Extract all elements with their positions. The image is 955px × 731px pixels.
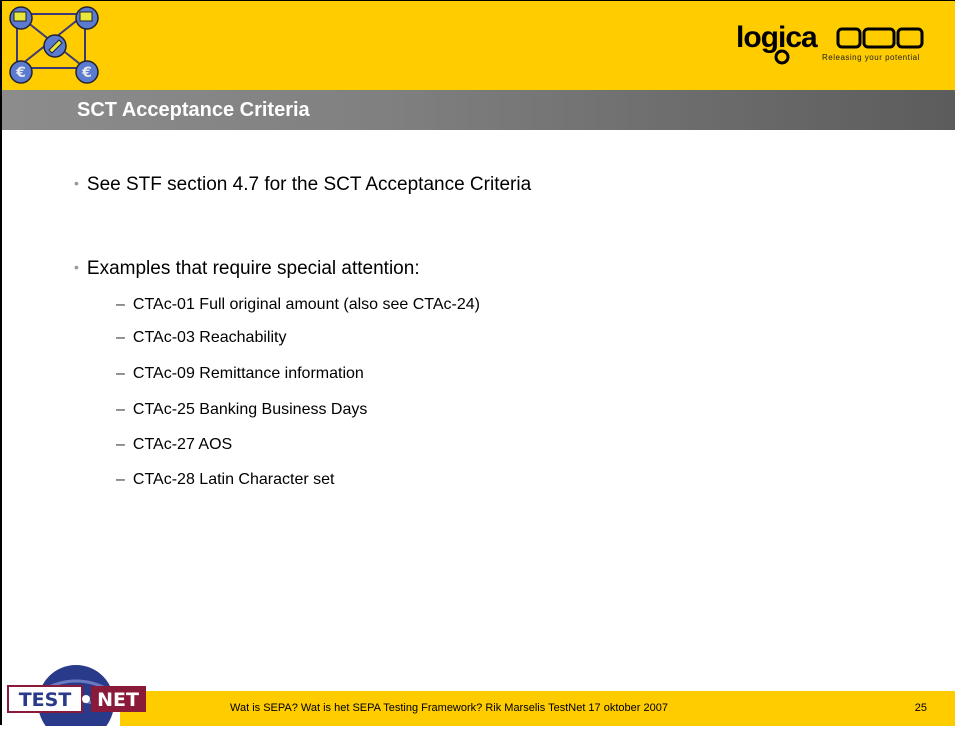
svg-text:logica: logica [736, 21, 817, 54]
page-number: 25 [914, 702, 927, 714]
slide-content [2, 130, 955, 690]
sub-bullet-item: – CTAc-03 Reachability [116, 329, 287, 346]
testnet-logo [6, 661, 156, 726]
svg-text:NET: NET [97, 689, 139, 711]
sub-bullet-item: – CTAc-01 Full original amount (also see CTAc-24) [116, 296, 480, 313]
sub-bullet-item: – CTAc-27 AOS [116, 436, 233, 453]
sub-bullet-item: – CTAc-28 Latin Character set [116, 471, 335, 488]
sub-bullet-item: – CTAc-09 Remittance information [116, 365, 364, 382]
bullet-dot-icon: • [74, 175, 79, 191]
dash-icon: – [116, 296, 125, 313]
logicacmg-logo [736, 19, 936, 72]
dash-icon: – [116, 471, 125, 488]
svg-text:€: € [16, 65, 26, 81]
sub-bullet-item: – CTAc-25 Banking Business Days [116, 401, 368, 418]
bullet-item: • Examples that require special attention: [74, 258, 420, 279]
bullet-item: • See STF section 4.7 for the SCT Acceptance Criteria [74, 174, 532, 195]
network-euro-icon [7, 6, 102, 93]
title-bar [2, 90, 955, 130]
svg-text:TEST: TEST [18, 689, 72, 711]
svg-text:€: € [82, 65, 92, 81]
bullet-dot-icon: • [74, 259, 79, 275]
dash-icon: – [116, 401, 125, 418]
footer-text: Wat is SEPA? Wat is het SEPA Testing Framework? Rik Marselis TestNet 17 oktober 2007 [230, 702, 668, 714]
logo-tagline: Releasing your potential [822, 53, 920, 62]
page-title: SCT Acceptance Criteria [77, 99, 310, 121]
footer-band [120, 691, 955, 726]
dash-icon: – [116, 329, 125, 346]
dash-icon: – [116, 365, 125, 382]
header-band [2, 1, 955, 90]
dash-icon: – [116, 436, 125, 453]
